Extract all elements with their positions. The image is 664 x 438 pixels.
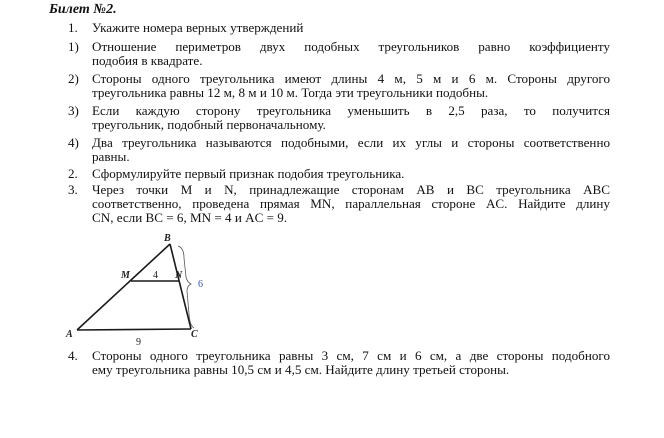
statement-3-line-2: треугольник, подобный первоначальному. [92, 117, 326, 133]
statement-1-line-1: Отношение периметров двух подобных треугольников равно коэффициенту [92, 39, 610, 54]
statement-2-line-1: Стороны одного треугольника имеют длины 4 м, 5 м и 6 м. Стороны другого [92, 71, 610, 86]
statement-2-number: 2) [68, 71, 79, 86]
vertex-a-label: A [66, 329, 73, 340]
ac-length-label: 9 [136, 337, 141, 348]
statement-2 [68, 72, 610, 102]
statement-3-number: 3) [68, 103, 79, 118]
vertex-m-label: M [121, 270, 130, 281]
statement-1-line-2: подобия в квадрате. [92, 53, 203, 69]
question-4-number: 4. [68, 348, 78, 363]
vertex-n-label: N [175, 270, 183, 281]
question-3-line-3: CN, если BC = 6, MN = 4 и AC = 9. [92, 210, 288, 226]
question-2 [68, 167, 610, 183]
statement-2-line-2: треугольника равны 12 м, 8 м и 10 м. Тогда эти треугольники подобны. [92, 85, 489, 101]
question-2-text: Сформулируйте первый признак подобия треугольника. [92, 166, 405, 181]
bc-length-label: 6 [198, 279, 203, 290]
vertex-c-label: C [191, 329, 198, 340]
question-4-line-1: Стороны одного треугольника равны 3 см, 7 см и 6 см, а две стороны подобного [92, 348, 610, 363]
question-3-line-1: Через точки M и N, принадлежащие сторонам AB и BC треугольника ABC [92, 182, 610, 197]
question-2-number: 2. [68, 166, 78, 181]
mn-length-label: 4 [153, 270, 158, 281]
statement-4 [68, 136, 610, 166]
statement-4-number: 4) [68, 135, 79, 150]
question-1-number: 1. [68, 20, 78, 35]
question-4-line-2: ему треугольника равны 10,5 см и 4,5 см. Найдите длину третьей стороны. [92, 362, 510, 378]
triangle-figure [60, 232, 220, 350]
ticket-title: Билет №2. [49, 2, 117, 17]
statement-3-line-1: Если каждую сторону треугольника уменьшить в 2,5 раза, то получится [92, 103, 610, 118]
question-1 [68, 21, 608, 37]
vertex-b-label: B [164, 233, 171, 244]
question-4 [68, 349, 610, 379]
question-3 [68, 183, 610, 229]
statement-4-line-1: Два треугольника называются подобными, если их углы и стороны соответственно [92, 135, 610, 150]
question-3-number: 3. [68, 182, 78, 197]
statement-1-number: 1) [68, 39, 79, 54]
side-ab [77, 244, 170, 330]
statement-1 [68, 40, 610, 70]
statement-3 [68, 104, 610, 134]
statement-4-line-2: равны. [92, 149, 130, 165]
side-ac [77, 329, 191, 330]
question-1-text: Укажите номера верных утверждений [92, 20, 304, 35]
question-3-line-2: соответственно, проведена прямая MN, параллельная стороне AC. Найдите длину [92, 196, 610, 212]
